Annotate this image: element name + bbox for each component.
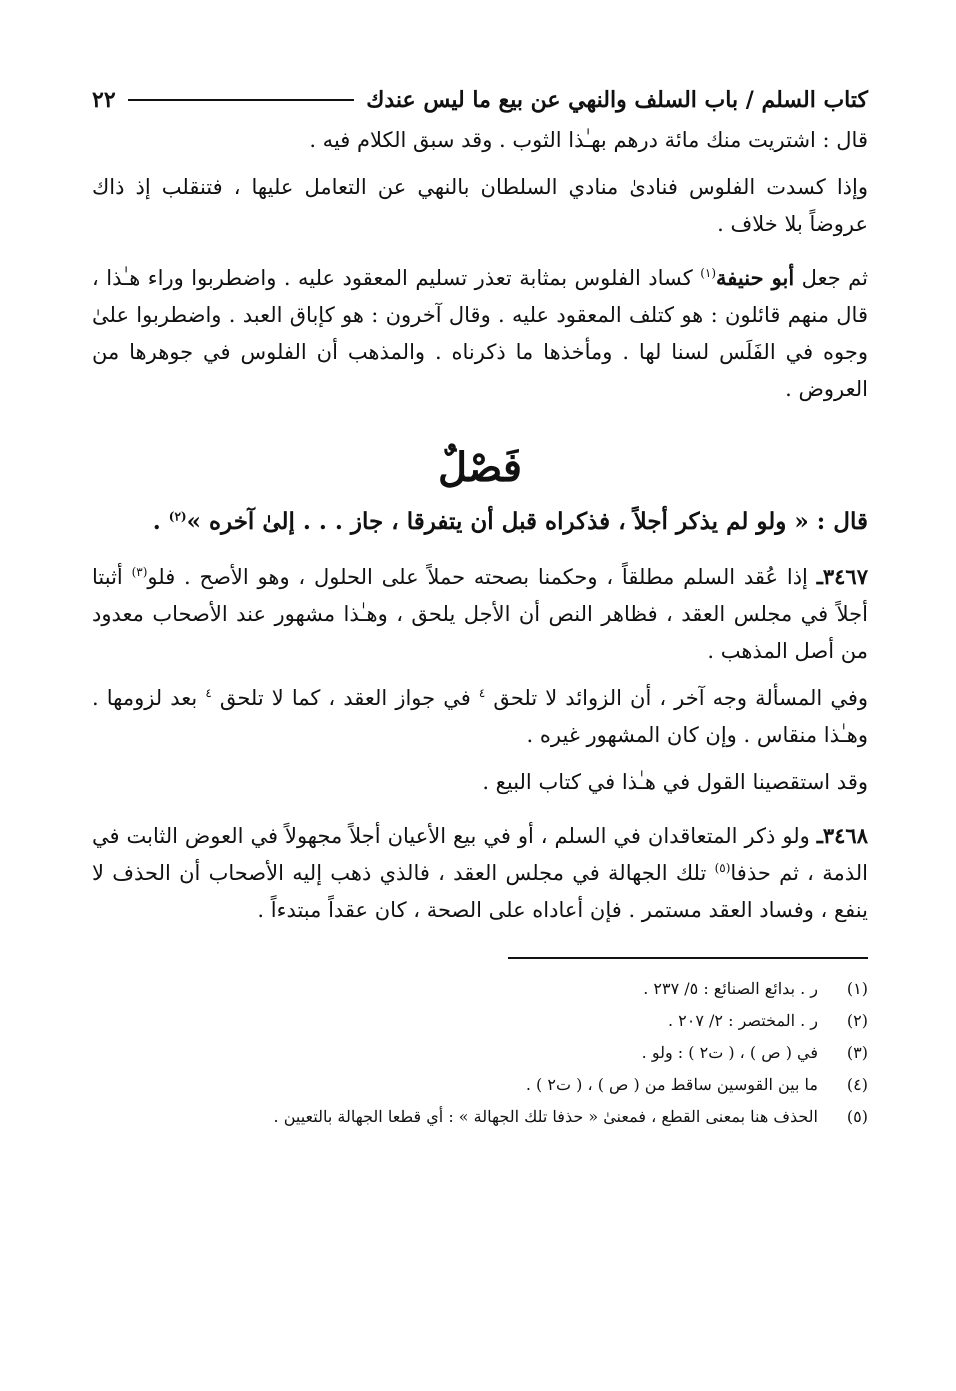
paragraph-3467-text-a: إذا عُقد السلم مطلقاً ، وحكمنا بصحته حملاً على الحلول ، وهو الأصح . فلو <box>147 565 817 589</box>
issue-number-3468: ٣٤٦٨ـ <box>816 823 868 848</box>
paragraph-3468-text-b: تلك الجهالة في مجلس العقد ، فالذي ذهب إليه الأصحاب أن الحذف لا ينفع ، وفساد العقد مستمر . فإن أعاداه على الصحة ، كان عقداً مبتدءاً . <box>92 861 868 922</box>
quoted-statement <box>92 502 868 542</box>
paragraph-3467-text-b: أثبتا أجلاً في مجلس العقد ، فظاهر النص أن الأجل يلحق ، وهـٰذا مشهور عند الأصحاب معدود من أصل المذهب . <box>92 565 868 663</box>
footnote-item <box>92 1069 868 1101</box>
footnote-number: (٢) <box>846 1011 868 1030</box>
footnote-number: (١) <box>846 979 868 998</box>
quote-text: قال : « ولو لم يذكر أجلاً ، فذكراه قبل أن يتفرقا ، جاز . . . إلىٰ آخره » <box>186 508 868 535</box>
footnote-text: الحذف هنا بمعنى القطع ، فمعنىٰ « حذفا تلك الجهالة » : أي قطعا الجهالة بالتعيين . <box>273 1107 818 1126</box>
paragraph-sale-book: وقد استقصينا القول في هـٰذا في كتاب البيع . <box>482 770 868 794</box>
footnote-ref-5: (٥) <box>714 861 731 875</box>
paragraph-other-view-b: في جواز العقد ، كما لا تلحق <box>211 686 479 710</box>
paragraph-3-text-b: كساد الفلوس بمثابة تعذر تسليم المعقود عليه . واضطربوا وراء هـٰذا ، قال منهم قائلون : هو كتلف المعقود عليه . وقال آخرون : هو كإباق العبد . واضطربوا علىٰ وجوه في الفَلَس لسنا لها . ومأخذها ما ذكرناه . والمذهب أن الفلوس في جوهرها من العروض . <box>92 266 868 401</box>
paragraph-2: وإذا كسدت الفلوس فنادىٰ منادي السلطان بالنهي عن التعامل عليها ، فتنقلب إذ ذاك عروضاً بلا خلاف . <box>92 175 868 236</box>
page-number: ٢٢ <box>92 87 116 113</box>
paragraph-other-view-c: بعد لزومها . وهـٰذا منقاس . وإن كان المشهور غيره . <box>92 686 868 747</box>
paragraph-3468 <box>92 817 868 929</box>
footnote-number: (٥) <box>846 1107 868 1126</box>
header-rule <box>128 99 355 101</box>
issue-number-3467: ٣٤٦٧ـ <box>816 564 868 589</box>
paragraph-1: قال : اشتريت منك مائة درهم بهـٰذا الثوب . وقد سبق الكلام فيه . <box>309 128 868 152</box>
footnote-item <box>92 973 868 1005</box>
footnote-text: ما بين القوسين ساقط من ( ص ) ، ( ت٢ ) . <box>525 1075 818 1094</box>
running-title: كتاب السلم / باب السلف والنهي عن بيع ما ليس عندك <box>366 87 868 113</box>
paragraph-3468-text-a: ولو ذكر المتعاقدان في السلم ، أو في بيع الأعيان أجلاً مجهولاً في العوض الثابت في الذمة ، ثم حذفا <box>92 824 868 885</box>
footnote-number: (٣) <box>846 1043 868 1062</box>
paragraph-3-name: أبو حنيفة <box>716 265 795 290</box>
footnote-item <box>92 1037 868 1069</box>
footnote-ref-1: (١) <box>700 266 717 280</box>
running-header <box>92 78 868 122</box>
footnote-item <box>92 1005 868 1037</box>
footnote-text: ر . المختصر : ٢/ ٢٠٧ . <box>667 1011 818 1030</box>
footnote-item <box>92 1101 868 1133</box>
footnote-ref-2: (٢) <box>168 509 187 524</box>
footnote-ref-4a: ٤ <box>478 686 486 700</box>
paragraph-other-view <box>92 680 868 754</box>
section-ornament: فَصْلٌ <box>437 444 523 491</box>
page <box>92 78 868 1133</box>
footnote-text: ر . بدائع الصنائع : ٥/ ٢٣٧ . <box>643 979 818 998</box>
footnote-separator <box>508 957 868 959</box>
quote-end: . <box>152 508 169 535</box>
footnote-number: (٤) <box>846 1075 868 1094</box>
paragraph-other-view-a: وفي المسألة وجه آخر ، أن الزوائد لا تلحق <box>485 686 869 710</box>
footnote-text: في ( ص ) ، ( ت٢ ) : ولو . <box>641 1043 818 1062</box>
paragraph-3 <box>92 259 868 408</box>
footnote-ref-3: (٣) <box>131 565 148 579</box>
footnote-ref-4b: ٤ <box>205 686 212 700</box>
footnotes <box>92 973 868 1133</box>
paragraph-3467 <box>92 558 868 670</box>
paragraph-3-text-a: ثم جعل <box>794 266 868 290</box>
